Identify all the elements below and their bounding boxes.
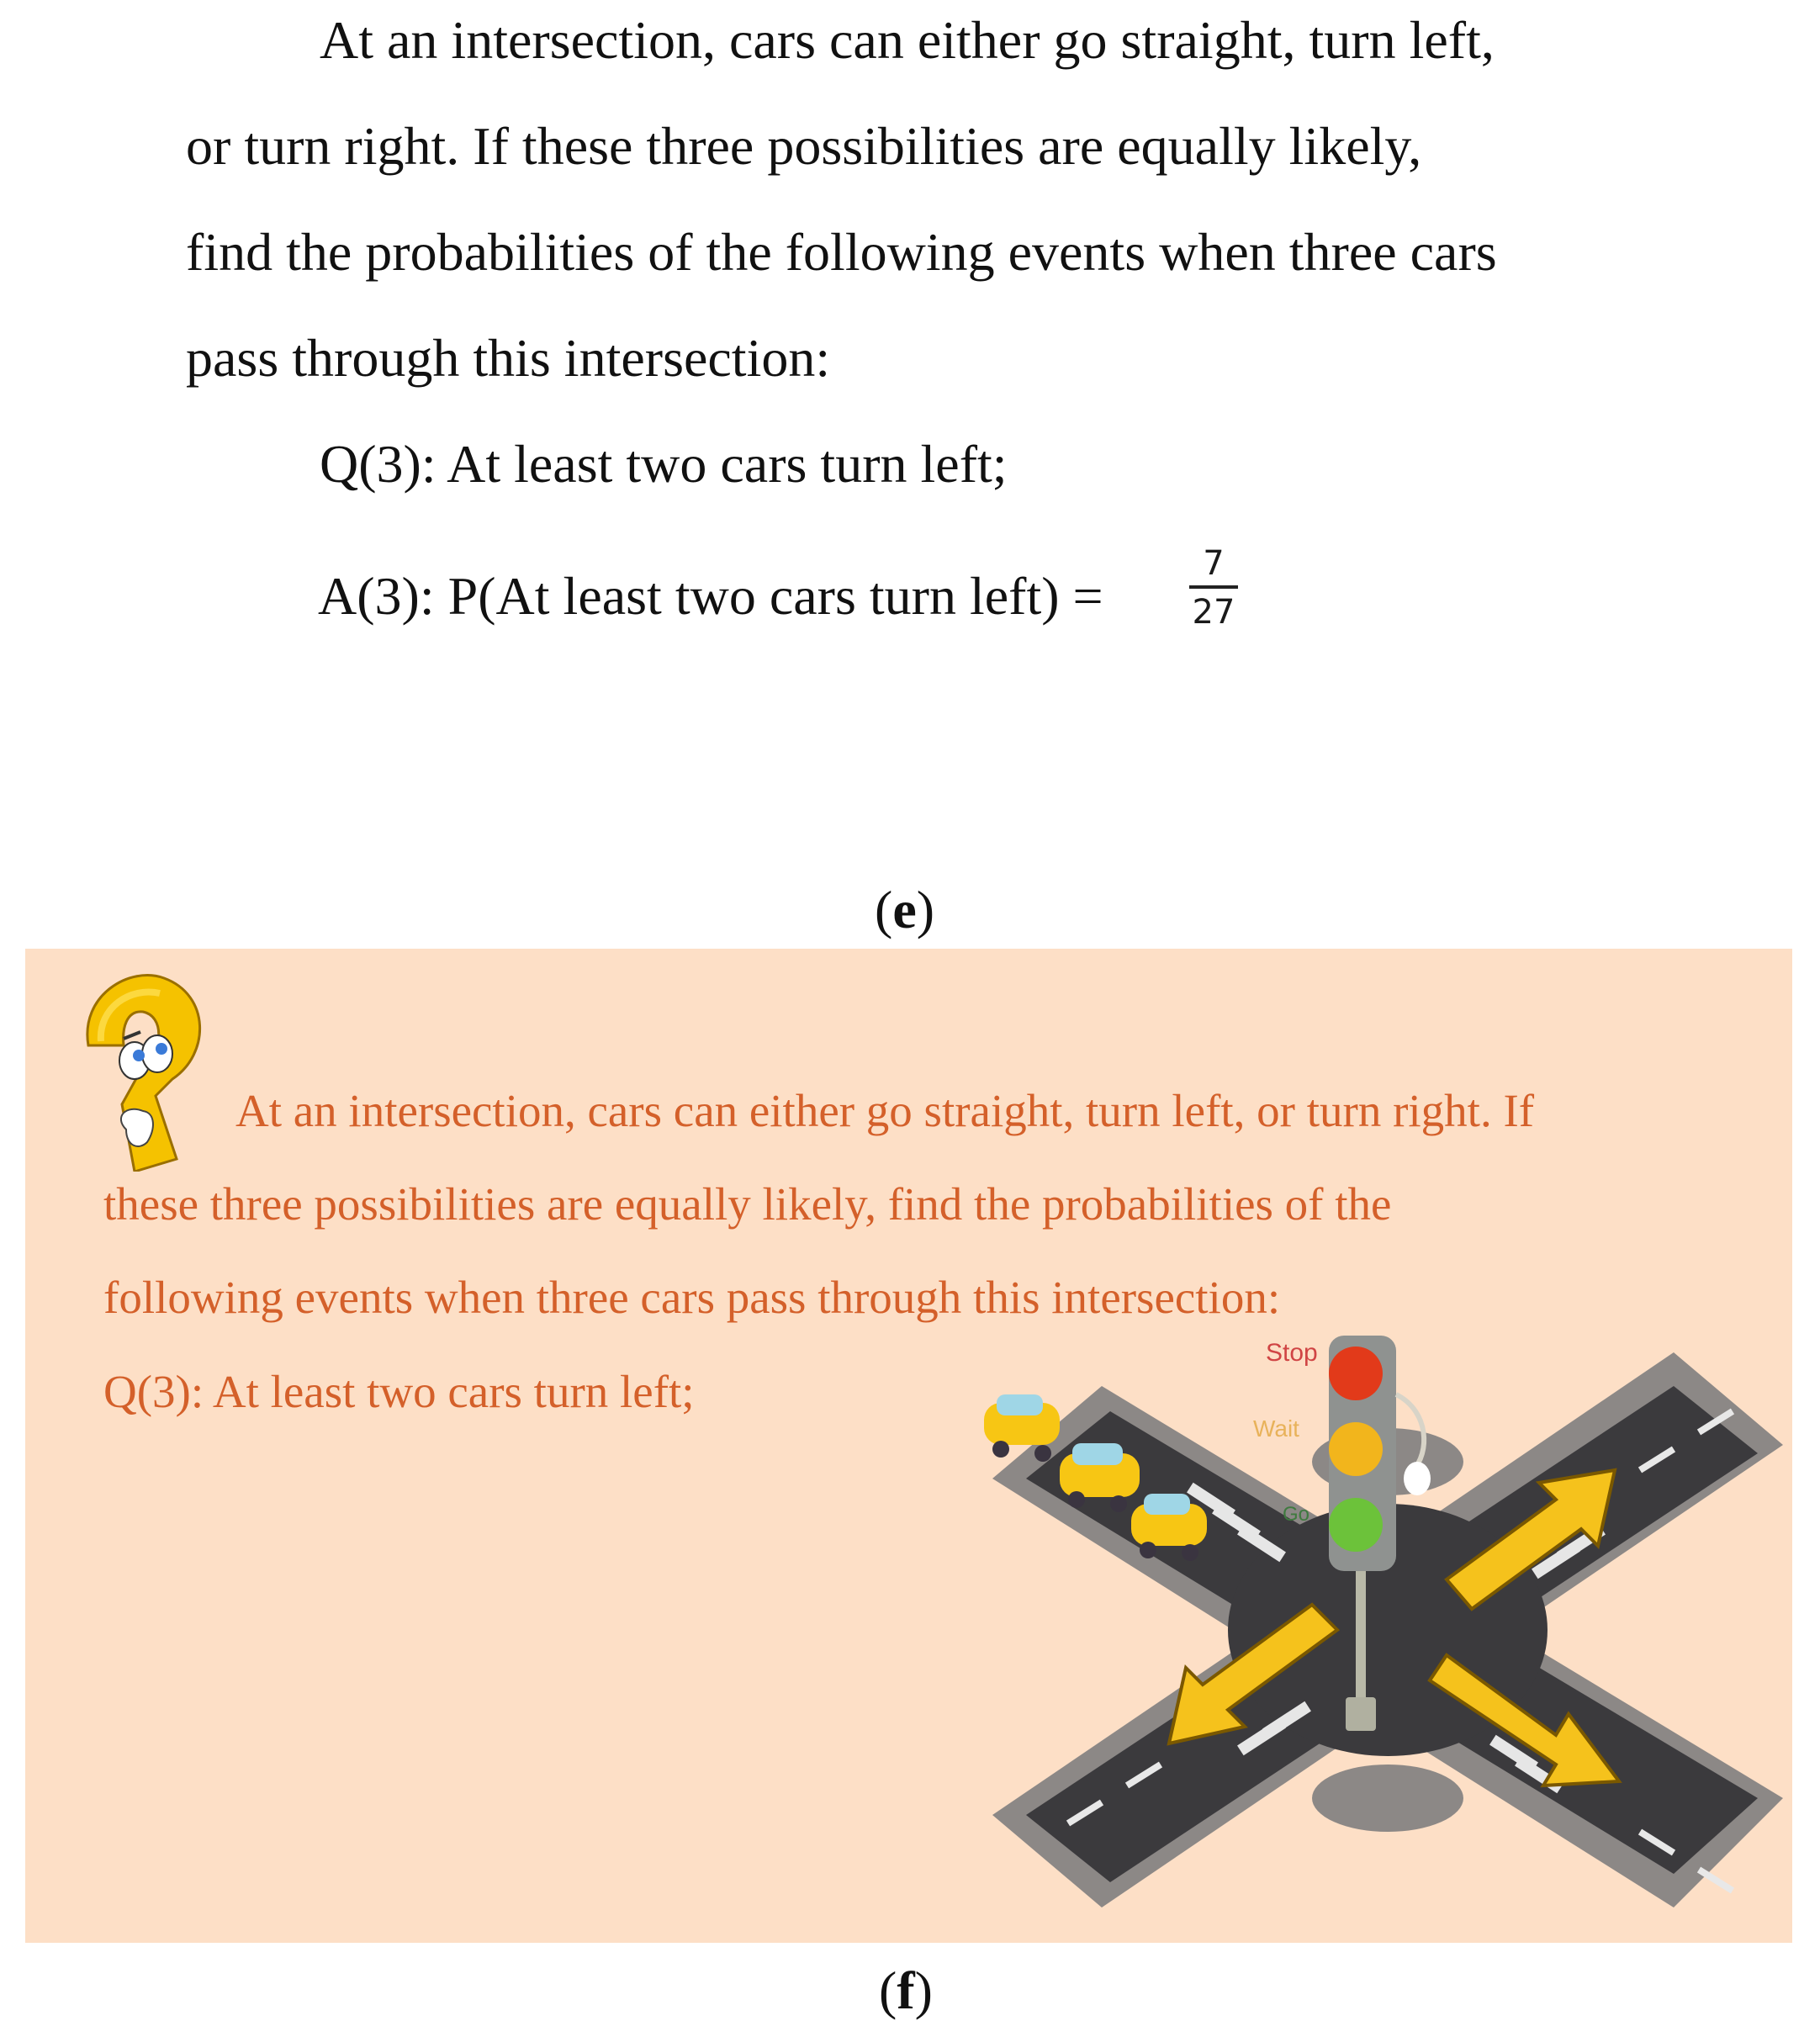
paragraph-line-1: At an intersection, cars can either go straight, turn left, or turn right. If xyxy=(235,1085,1535,1136)
paragraph-line-3: find the probabilities of the following events when three cars xyxy=(186,222,1497,282)
go-label: Go xyxy=(1283,1503,1310,1526)
question-text: Q(3): At least two cars turn left; xyxy=(103,1366,695,1417)
paragraph-line-4: pass through this intersection: xyxy=(186,328,831,388)
panel-f xyxy=(25,949,1792,1943)
paragraph-line-3: following events when three cars pass through this intersection: xyxy=(103,1272,1281,1323)
fraction-denominator: 27 xyxy=(1192,593,1235,632)
thinking-question-mark-icon xyxy=(63,961,231,1172)
question-text: Q(3): At least two cars turn left; xyxy=(320,434,1008,494)
wait-label: Wait xyxy=(1253,1415,1299,1442)
answer-fraction xyxy=(1189,544,1238,632)
paragraph-line-2: these three possibilities are equally likely, find the probabilities of the xyxy=(103,1178,1392,1230)
subfigure-label-e: (e) xyxy=(875,880,935,939)
stop-label: Stop xyxy=(1266,1339,1318,1367)
paragraph-line-2: or turn right. If these three possibilities are equally likely, xyxy=(186,116,1422,176)
fraction-numerator: 7 xyxy=(1203,544,1225,583)
subfigure-label-f: (f) xyxy=(879,1960,933,2020)
answer-text: A(3): P(At least two cars turn left) = xyxy=(318,566,1103,626)
intersection-illustration xyxy=(976,1327,1800,1933)
car-icon xyxy=(984,1394,1060,1462)
paragraph-line-1: At an intersection, cars can either go straight, turn left, xyxy=(320,10,1495,70)
